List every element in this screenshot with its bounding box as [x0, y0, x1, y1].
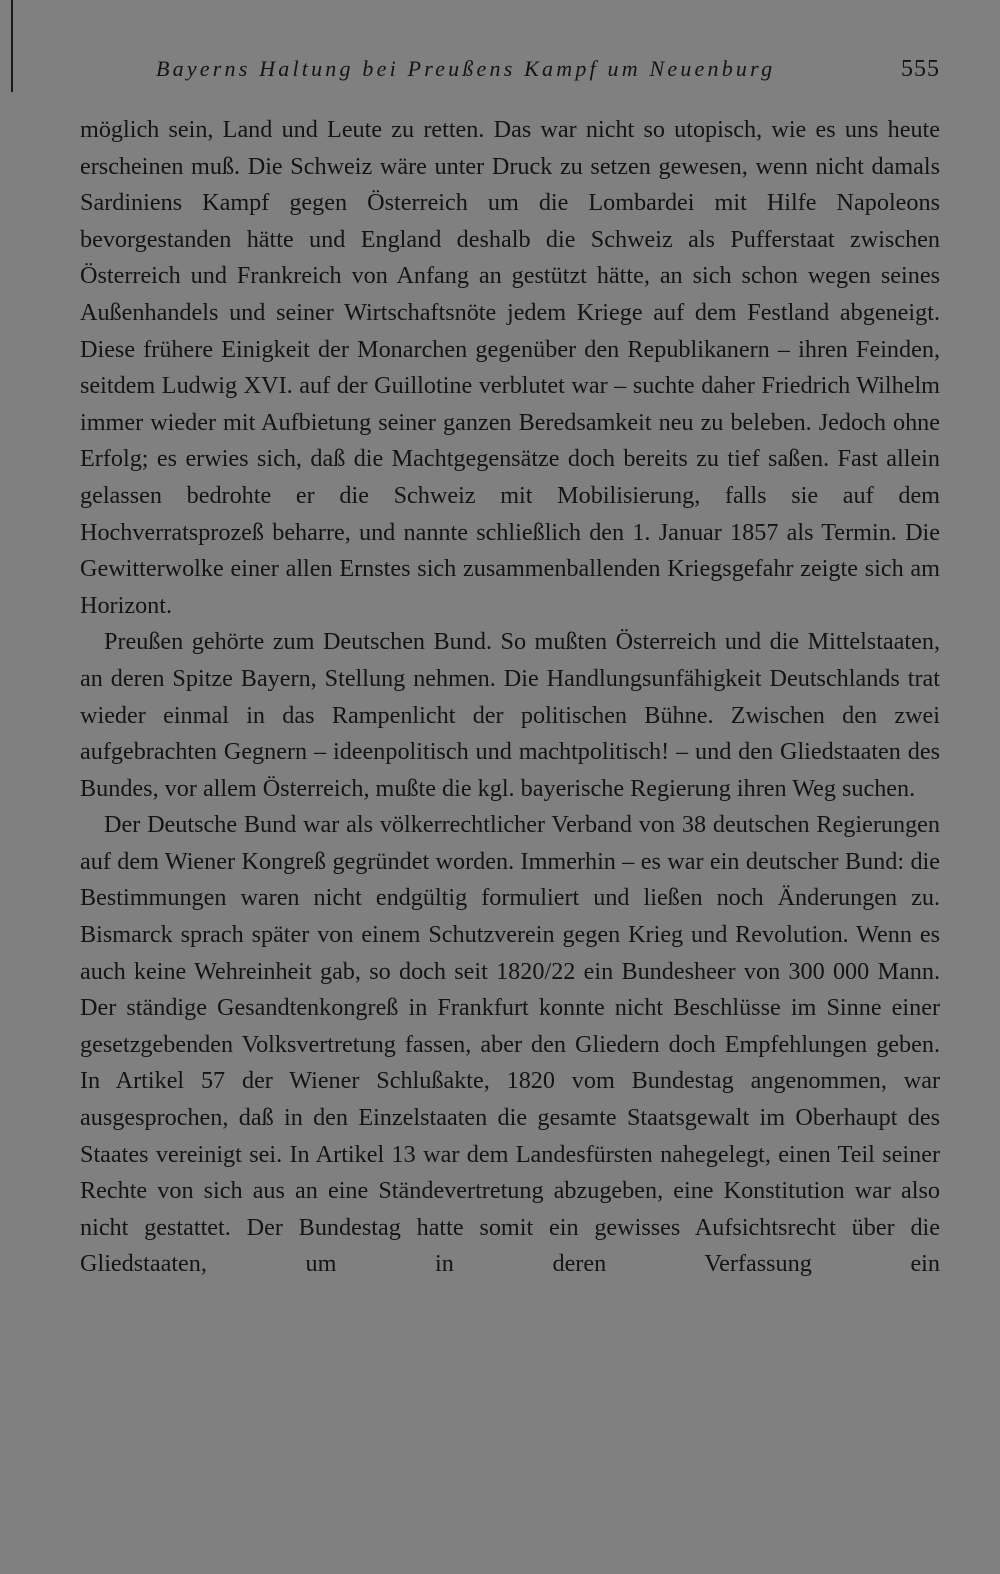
- page-number: 555: [901, 56, 940, 82]
- paragraph-3: Der Deutsche Bund war als völkerrechtlicher Verband von 38 deutschen Regierungen auf dem Wiener Kongreß gegründet worden. Immerhin – es war ein deutscher Bund: die Bestimmungen waren nicht endgültig formuliert und ließen noch Änderungen zu. Bismarck sprach später von einem Schutzverein gegen Krieg und Revolution. Wenn es auch keine Wehreinheit gab, so doch seit 1820/22 ein Bundesheer von 300 000 Mann. Der ständige Gesandtenkongreß in Frankfurt konnte nicht Beschlüsse im Sinne einer gesetzgebenden Volksvertretung fassen, aber den Gliedern doch Empfehlungen geben. In Artikel 57 der Wiener Schlußakte, 1820 vom Bundestag angenommen, war ausgesprochen, daß in den Einzelstaaten die gesamte Staatsgewalt im Oberhaupt des Staates vereinigt sei. In Artikel 13 war dem Landesfürsten nahegelegt, einen Teil seiner Rechte von sich aus an eine Ständevertretung abzugeben, eine Konstitution war also nicht gestattet. Der Bundestag hatte somit ein gewisses Aufsichtsrecht über die Gliedstaaten, um in deren Verfassung ein: [80, 811, 940, 1278]
- running-header: [80, 52, 940, 92]
- scan-edge-line: [11, 0, 13, 92]
- running-title: Bayerns Haltung bei Preußens Kampf um Neuenburg: [156, 56, 776, 81]
- body-text: [80, 112, 940, 1283]
- paragraph-1: möglich sein, Land und Leute zu retten. Das war nicht so utopisch, wie es uns heute erscheinen muß. Die Schweiz wäre unter Druck zu setzen gewesen, wenn nicht damals Sardiniens Kampf gegen Österreich um die Lombardei mit Hilfe Napoleons bevorgestanden hätte und England deshalb die Schweiz als Pufferstaat zwischen Österreich und Frankreich von Anfang an gestützt hätte, an sich schon wegen seines Außenhandels und seiner Wirtschaftsnöte jedem Kriege auf dem Festland abgeneigt. Diese frühere Einigkeit der Monarchen gegenüber den Republikanern – ihren Feinden, seitdem Ludwig XVI. auf der Guillotine verblutet war – suchte daher Friedrich Wilhelm immer wieder mit Aufbietung seiner ganzen Beredsamkeit neu zu beleben. Jedoch ohne Erfolg; es erwies sich, daß die Machtgegensätze doch bereits zu tief saßen. Fast allein gelassen bedrohte er die Schweiz mit Mobilisierung, falls sie auf dem Hochverratsprozeß beharre, und nannte schließlich den 1. Januar 1857 als Termin. Die Gewitterwolke einer allen Ernstes sich zusammenballenden Kriegsgefahr zeigte sich am Horizont.: [80, 116, 940, 619]
- paragraph-2: Preußen gehörte zum Deutschen Bund. So mußten Österreich und die Mittelstaaten, an deren Spitze Bayern, Stellung nehmen. Die Handlungsunfähigkeit Deutschlands trat wieder einmal in das Rampenlicht der politischen Bühne. Zwischen den zwei aufgebrachten Gegnern – ideenpolitisch und machtpolitisch! – und den Gliedstaaten des Bundes, vor allem Österreich, mußte die kgl. bayerische Regierung ihren Weg suchen.: [80, 628, 940, 802]
